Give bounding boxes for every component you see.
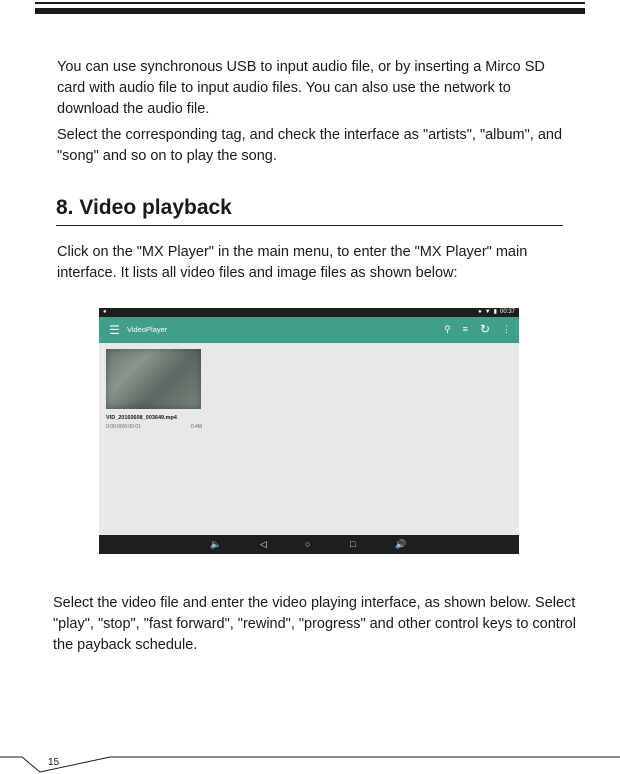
wifi-icon: ▼ bbox=[484, 309, 491, 315]
nav-bar bbox=[99, 535, 519, 554]
app-bar bbox=[99, 317, 519, 343]
refresh-icon[interactable]: ↻ bbox=[479, 322, 490, 336]
video-file-name[interactable]: VID_20160608_003649.mp4 bbox=[106, 415, 177, 421]
hamburger-icon[interactable]: ☰ bbox=[109, 323, 120, 337]
search-icon[interactable]: ⚲ bbox=[444, 323, 451, 334]
intro-paragraph: You can use synchronous USB to input audio file, or by inserting a Mirco SD card with audio file to input audio files. You can also use the network to download the audio file. bbox=[57, 59, 545, 117]
video-select-paragraph: Select the video file and enter the video playing interface, as shown below. Select "play", "stop", "fast forward", "rewind", "progress" and other control keys to control the payback schedule. bbox=[53, 595, 576, 653]
top-rule bbox=[35, 0, 585, 14]
home-icon[interactable]: ○ bbox=[305, 539, 311, 549]
mx-player-paragraph: Click on the "MX Player" in the main menu, to enter the "MX Player" main interface. It lists all video files and image files as shown below: bbox=[57, 244, 528, 281]
section-title: 8. Video playback bbox=[56, 196, 232, 219]
back-icon[interactable]: ◁ bbox=[260, 539, 267, 549]
app-title: VideoPlayer bbox=[127, 325, 168, 334]
battery-icon: ▮ bbox=[493, 309, 497, 315]
video-meta bbox=[106, 424, 202, 430]
recents-icon[interactable]: □ bbox=[350, 539, 356, 549]
dnd-icon: ● bbox=[478, 309, 482, 315]
status-bar bbox=[99, 308, 519, 317]
video-duration: 0:00:00/0:00:01 bbox=[106, 424, 141, 430]
volume-up-icon[interactable]: 🔊 bbox=[395, 539, 407, 549]
device-screenshot bbox=[99, 308, 519, 554]
android-icon: ● bbox=[103, 309, 107, 315]
tag-paragraph: Select the corresponding tag, and check the interface as "artists", "album", and "song" and so on to play the song. bbox=[57, 127, 563, 164]
footer-rule bbox=[0, 750, 620, 774]
page-number: 15 bbox=[48, 757, 60, 768]
more-vert-icon[interactable]: ⋮ bbox=[502, 323, 511, 334]
video-thumbnail[interactable] bbox=[106, 349, 201, 409]
volume-down-icon[interactable]: 🔈 bbox=[210, 539, 222, 549]
section-rule bbox=[56, 225, 563, 226]
status-time: 00:37 bbox=[499, 309, 515, 315]
sort-icon[interactable]: ≡ bbox=[462, 324, 468, 334]
video-size: 0.4M bbox=[190, 424, 202, 430]
